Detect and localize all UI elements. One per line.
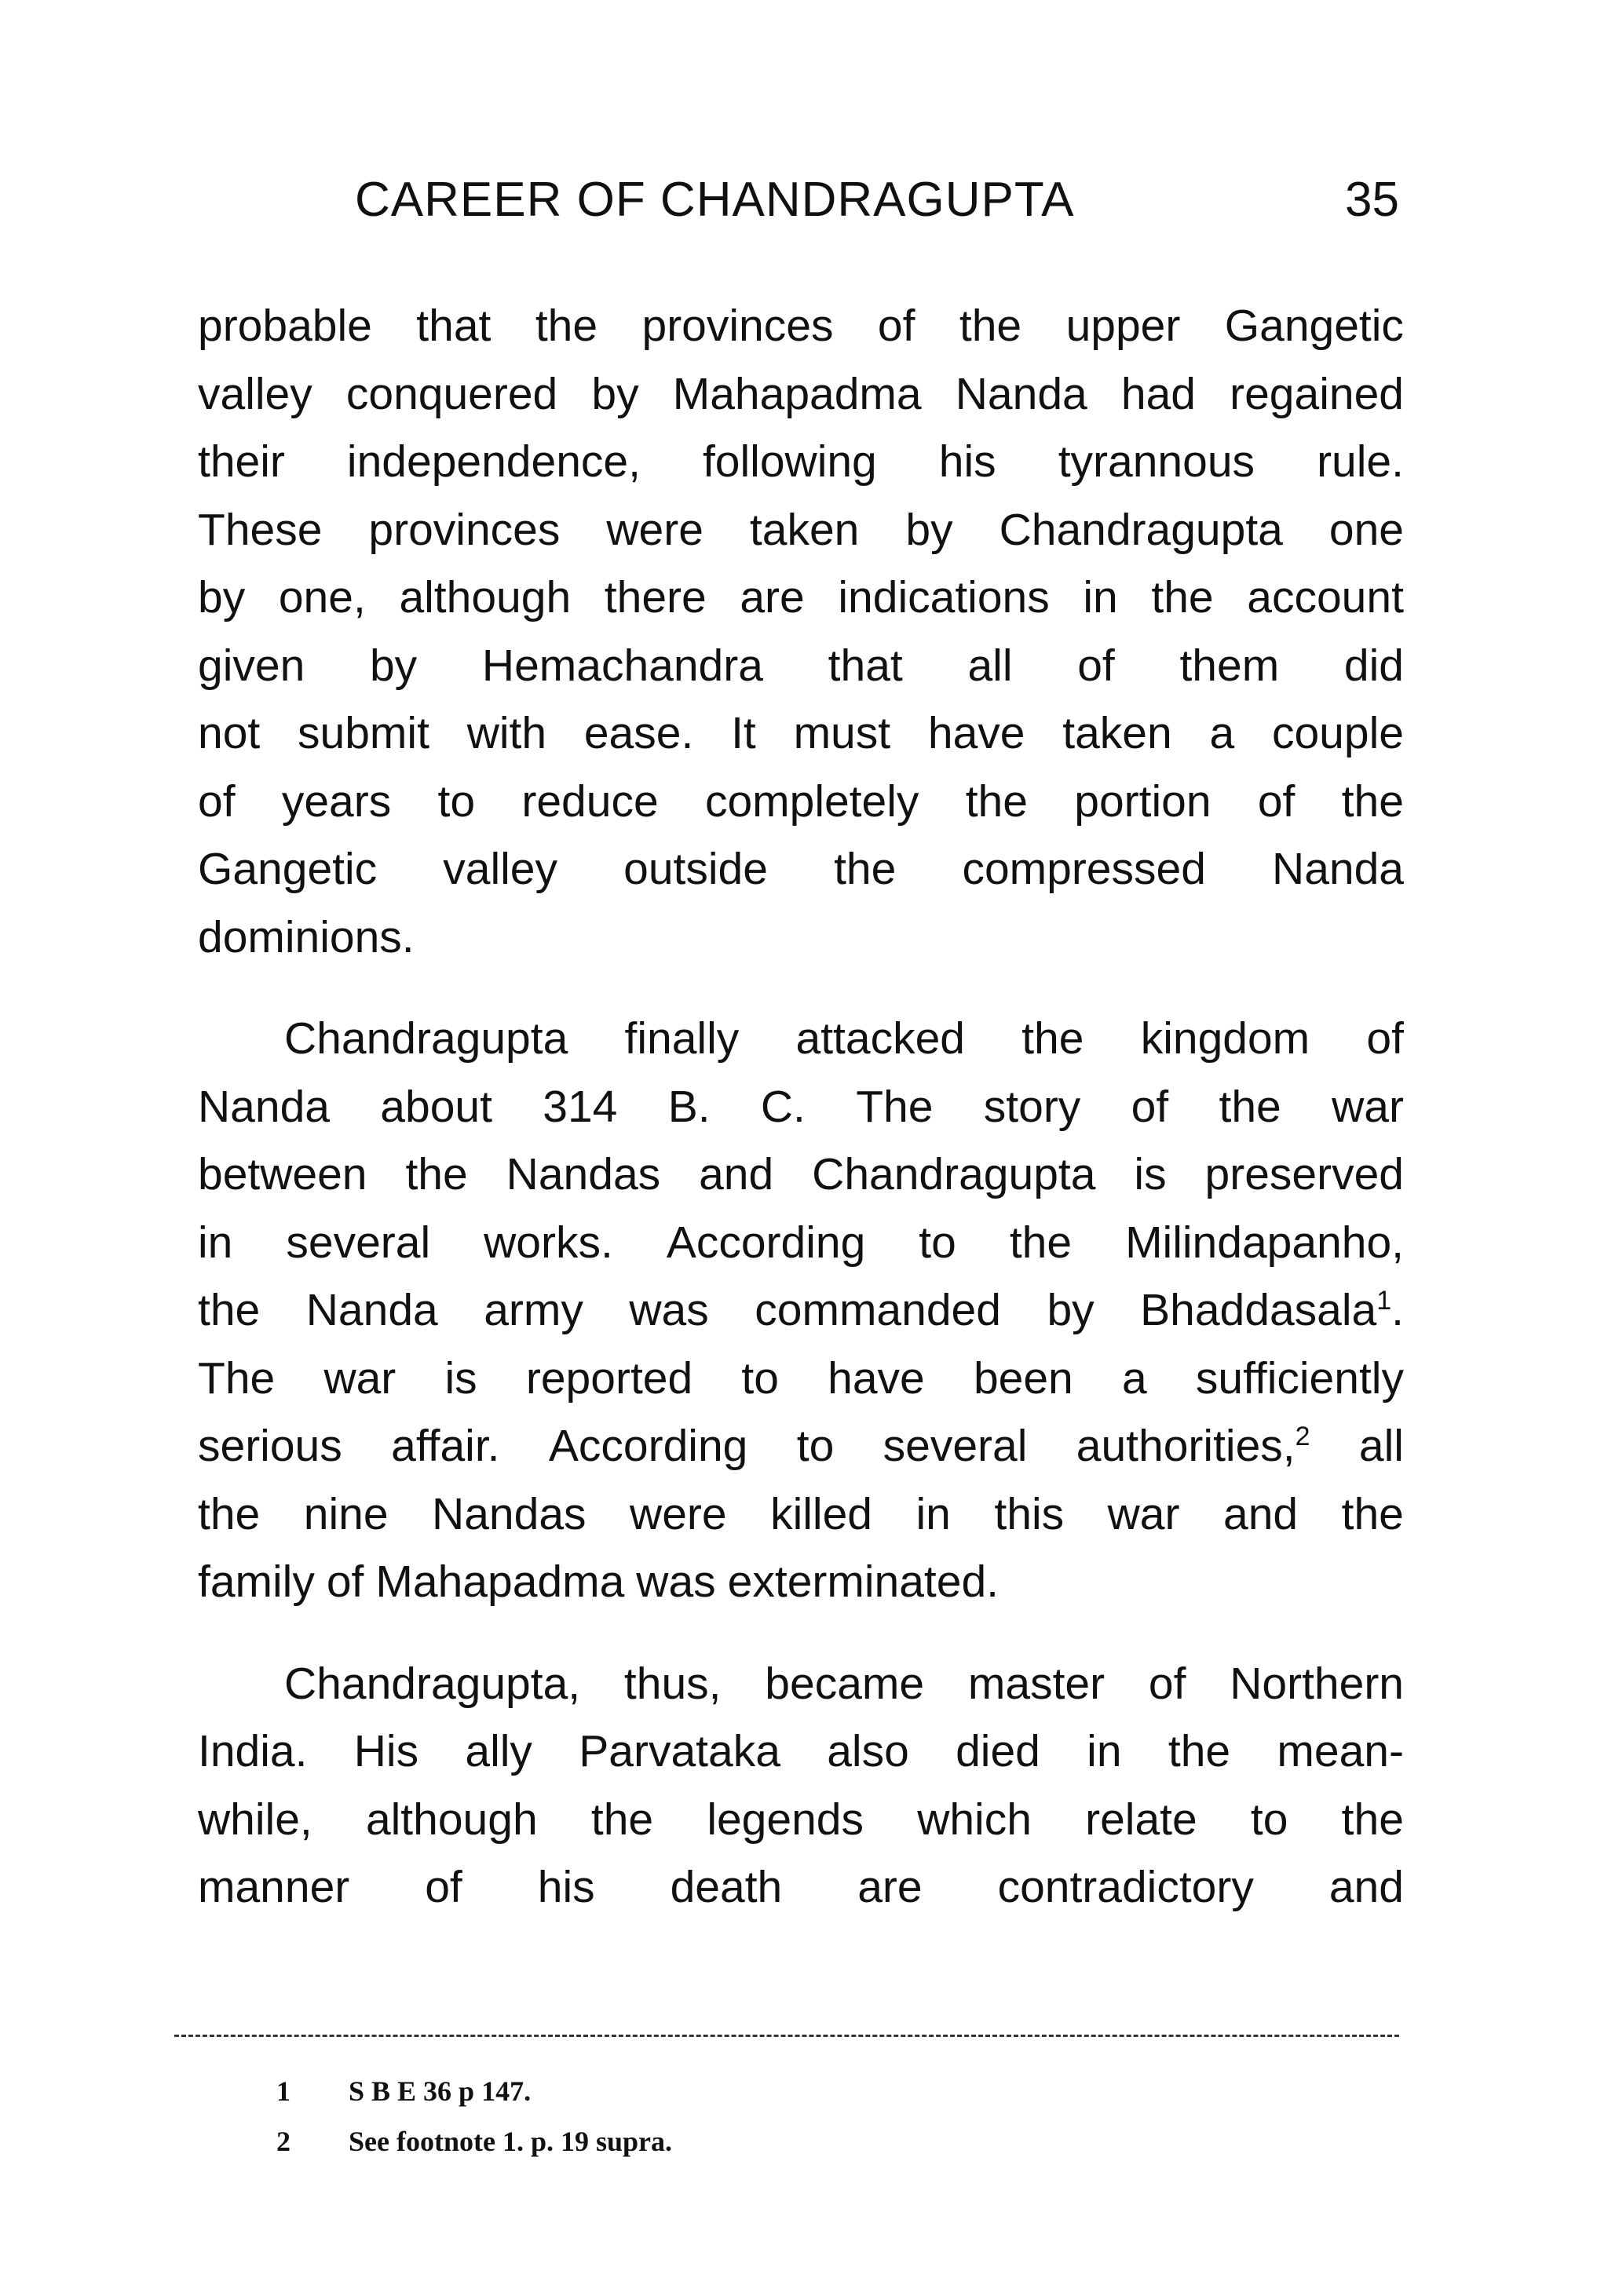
word: are bbox=[740, 572, 805, 622]
footnote-number: 1 bbox=[276, 2075, 291, 2107]
word: death bbox=[670, 1862, 783, 1912]
word: the bbox=[959, 301, 1022, 351]
text-line bbox=[198, 428, 1404, 496]
page-number: 35 bbox=[1345, 173, 1399, 227]
word: reduce bbox=[521, 776, 659, 827]
word: The bbox=[198, 1352, 276, 1404]
word: Nandas bbox=[432, 1488, 587, 1539]
word: between bbox=[198, 1149, 367, 1199]
word: Northern bbox=[1230, 1658, 1404, 1709]
word: and bbox=[699, 1149, 774, 1199]
word: provinces bbox=[641, 301, 834, 351]
word: Milindapanho, bbox=[1125, 1217, 1404, 1268]
word: It bbox=[731, 708, 756, 758]
word: Bhaddasala$^1$. bbox=[1140, 1285, 1404, 1335]
word: ease. bbox=[583, 708, 694, 758]
word: couple bbox=[1271, 708, 1404, 758]
word: of bbox=[326, 1557, 364, 1607]
word: probable bbox=[198, 301, 372, 351]
word: reported bbox=[525, 1352, 693, 1404]
word: mean- bbox=[1277, 1726, 1404, 1776]
word: The bbox=[856, 1081, 934, 1132]
word: attacked bbox=[795, 1013, 965, 1064]
word: in bbox=[1087, 1726, 1122, 1776]
word: their bbox=[198, 436, 285, 487]
word: died bbox=[956, 1726, 1040, 1776]
text-line bbox=[198, 360, 1404, 429]
word: the bbox=[834, 844, 897, 894]
word: valley bbox=[443, 844, 557, 894]
word: the bbox=[1009, 1217, 1073, 1268]
word: Nanda bbox=[198, 1081, 330, 1132]
word: did bbox=[1343, 640, 1404, 691]
word: account bbox=[1247, 572, 1404, 622]
word: all bbox=[967, 640, 1013, 691]
word: and bbox=[1223, 1488, 1299, 1539]
word: to bbox=[1250, 1794, 1288, 1845]
word: by bbox=[905, 504, 953, 555]
word: thus, bbox=[623, 1658, 722, 1709]
word: with bbox=[466, 708, 547, 758]
word: Hemachandra bbox=[481, 640, 763, 691]
word: of bbox=[198, 776, 236, 827]
word: of bbox=[1077, 640, 1115, 691]
word: relate bbox=[1085, 1794, 1197, 1845]
word: Nanda bbox=[955, 368, 1087, 419]
word: of bbox=[1366, 1013, 1404, 1064]
word: finally bbox=[624, 1013, 740, 1064]
text-line bbox=[198, 1786, 1404, 1854]
word: the bbox=[405, 1149, 468, 1199]
text-line bbox=[198, 1073, 1404, 1141]
word: Chandragupta bbox=[284, 1013, 568, 1064]
word: following bbox=[702, 436, 877, 487]
word: to bbox=[741, 1352, 779, 1404]
word: completely bbox=[704, 776, 919, 827]
text-line bbox=[198, 699, 1404, 768]
word: war bbox=[323, 1352, 397, 1404]
word: must bbox=[793, 708, 891, 758]
word: submit bbox=[298, 708, 429, 758]
word: valley bbox=[198, 368, 312, 419]
word: upper bbox=[1065, 301, 1181, 351]
word: to bbox=[796, 1421, 835, 1471]
text-line bbox=[198, 768, 1404, 836]
word: the bbox=[198, 1488, 261, 1539]
text-line bbox=[198, 1717, 1404, 1786]
word: by bbox=[198, 572, 246, 622]
word: works. bbox=[484, 1217, 613, 1268]
word: a bbox=[1121, 1352, 1147, 1404]
word: sufficiently bbox=[1195, 1352, 1404, 1404]
text-line bbox=[198, 1005, 1404, 1073]
running-head bbox=[198, 165, 1399, 235]
paragraph-3 bbox=[198, 1650, 1404, 1922]
word: by bbox=[1047, 1285, 1095, 1335]
word: conquered bbox=[345, 368, 558, 419]
word: one bbox=[1328, 504, 1404, 555]
word: have bbox=[927, 708, 1025, 758]
word: the bbox=[198, 1285, 261, 1335]
word: that bbox=[828, 640, 903, 691]
word: compressed bbox=[962, 844, 1206, 894]
word: the bbox=[590, 1794, 654, 1845]
word: by bbox=[591, 368, 639, 419]
word: in bbox=[1083, 572, 1118, 622]
word: Mahapadma bbox=[672, 368, 922, 419]
word: of bbox=[877, 301, 915, 351]
word: outside bbox=[623, 844, 768, 894]
word: Mahapadma bbox=[375, 1557, 625, 1607]
footnote-number: 2 bbox=[276, 2126, 291, 2157]
word: portion bbox=[1074, 776, 1211, 827]
word: became bbox=[765, 1658, 925, 1709]
word: the bbox=[1219, 1081, 1281, 1132]
text-line bbox=[198, 1480, 1404, 1549]
word: Chandragupta, bbox=[284, 1658, 581, 1709]
word: of bbox=[1131, 1081, 1169, 1132]
word: was bbox=[636, 1557, 716, 1607]
word: of bbox=[1148, 1658, 1186, 1709]
word: According bbox=[548, 1421, 748, 1471]
word: manner bbox=[198, 1862, 350, 1912]
word: war bbox=[1332, 1081, 1404, 1132]
word: provinces bbox=[368, 504, 561, 555]
word: about bbox=[380, 1081, 492, 1132]
word: family bbox=[198, 1557, 315, 1607]
text-line bbox=[198, 1209, 1404, 1277]
text-line bbox=[198, 1345, 1404, 1413]
word: were bbox=[606, 504, 704, 555]
word: not bbox=[198, 708, 261, 758]
word: them bbox=[1179, 640, 1280, 691]
word: are bbox=[857, 1862, 923, 1912]
word: there bbox=[604, 572, 707, 622]
word: years bbox=[281, 776, 392, 827]
word: Nanda bbox=[1272, 844, 1404, 894]
word: Nanda bbox=[305, 1285, 438, 1335]
word: is bbox=[444, 1352, 477, 1404]
word: the bbox=[1341, 776, 1404, 827]
word: rule. bbox=[1317, 436, 1404, 487]
word: regained bbox=[1230, 368, 1404, 419]
word: commanded bbox=[755, 1285, 1001, 1335]
word: been bbox=[973, 1352, 1073, 1404]
word: authorities,$^2$ bbox=[1076, 1421, 1310, 1471]
word: exterminated. bbox=[727, 1557, 999, 1607]
footnote-text: See footnote 1. p. 19 supra. bbox=[349, 2126, 672, 2157]
word: the bbox=[1021, 1013, 1084, 1064]
word: several bbox=[286, 1217, 431, 1268]
word: the bbox=[1341, 1488, 1404, 1539]
footnote-text: S B E 36 p 147. bbox=[349, 2075, 532, 2107]
word: this bbox=[994, 1488, 1065, 1539]
text-line-with-footnote bbox=[198, 1412, 1404, 1480]
word: a bbox=[1209, 708, 1235, 758]
word: were bbox=[630, 1488, 727, 1539]
word: given bbox=[198, 640, 305, 691]
paragraph-1 bbox=[198, 292, 1404, 971]
text-line bbox=[198, 632, 1404, 700]
text-line bbox=[198, 835, 1404, 903]
word: war bbox=[1107, 1488, 1180, 1539]
word: to bbox=[437, 776, 476, 827]
running-title: CAREER OF CHANDRAGUPTA bbox=[355, 173, 1075, 227]
word: nine bbox=[303, 1488, 389, 1539]
word: Parvataka bbox=[579, 1726, 780, 1776]
footnote-rule bbox=[174, 2035, 1399, 2037]
word: although bbox=[365, 1794, 538, 1845]
word: by bbox=[369, 640, 418, 691]
word: in bbox=[198, 1217, 233, 1268]
text-line bbox=[198, 496, 1404, 564]
text-line bbox=[198, 292, 1404, 360]
word: killed bbox=[770, 1488, 872, 1539]
word: kingdom bbox=[1140, 1013, 1310, 1064]
word: contradictory bbox=[997, 1862, 1254, 1912]
word: India. bbox=[198, 1726, 308, 1776]
word: legends bbox=[707, 1794, 864, 1845]
body-text bbox=[198, 292, 1404, 1922]
word: According bbox=[666, 1217, 866, 1268]
text-line bbox=[198, 1141, 1404, 1209]
word: Gangetic bbox=[198, 844, 378, 894]
paragraph-2 bbox=[198, 1005, 1404, 1616]
word: taken bbox=[1062, 708, 1172, 758]
word: C. bbox=[760, 1081, 806, 1132]
word: the bbox=[965, 776, 1028, 827]
word: master bbox=[967, 1658, 1106, 1709]
word: of bbox=[425, 1862, 462, 1912]
word: in bbox=[915, 1488, 951, 1539]
word: preserved bbox=[1204, 1149, 1404, 1199]
word: also bbox=[827, 1726, 909, 1776]
word: Chandragupta bbox=[999, 504, 1283, 555]
word: the bbox=[1151, 572, 1214, 622]
word: several bbox=[883, 1421, 1028, 1471]
word: ally bbox=[465, 1726, 532, 1776]
word: the bbox=[535, 301, 598, 351]
text-line bbox=[198, 903, 1404, 972]
text-line bbox=[198, 1548, 1404, 1616]
text-line bbox=[198, 564, 1404, 632]
word: of bbox=[1257, 776, 1296, 827]
word: have bbox=[828, 1352, 925, 1404]
word: to bbox=[919, 1217, 956, 1268]
word: story bbox=[983, 1081, 1081, 1132]
word: all bbox=[1358, 1421, 1404, 1471]
word: taken bbox=[749, 504, 860, 555]
word: Chandragupta bbox=[812, 1149, 1096, 1199]
word: B. bbox=[667, 1081, 711, 1132]
word: army bbox=[484, 1285, 583, 1335]
footnote-ref[interactable]: 1 bbox=[1376, 1286, 1392, 1316]
word: his bbox=[537, 1862, 595, 1912]
word: affair. bbox=[391, 1421, 500, 1471]
word: serious bbox=[198, 1421, 342, 1471]
word: had bbox=[1120, 368, 1196, 419]
text-line bbox=[198, 1853, 1404, 1922]
footnote-2 bbox=[276, 2116, 1297, 2166]
word: while, bbox=[198, 1794, 312, 1845]
word: His bbox=[353, 1726, 419, 1776]
word: which bbox=[917, 1794, 1032, 1845]
word: Gangetic bbox=[1224, 301, 1404, 351]
word: Nandas bbox=[506, 1149, 661, 1199]
word: his bbox=[938, 436, 996, 487]
text-line-with-footnote bbox=[198, 1276, 1404, 1345]
word: tyrannous bbox=[1058, 436, 1255, 487]
word: was bbox=[629, 1285, 709, 1335]
footnote-ref[interactable]: 2 bbox=[1295, 1422, 1310, 1451]
word: although bbox=[399, 572, 572, 622]
word: one, bbox=[278, 572, 366, 622]
word: that bbox=[416, 301, 492, 351]
footnote-1 bbox=[276, 2066, 1297, 2116]
word: is bbox=[1134, 1149, 1167, 1199]
word: the bbox=[1168, 1726, 1231, 1776]
word: and bbox=[1328, 1862, 1404, 1912]
word: independence, bbox=[346, 436, 641, 487]
footnotes bbox=[276, 2066, 1297, 2166]
word: dominions. bbox=[198, 911, 415, 962]
word: the bbox=[1341, 1794, 1404, 1845]
word: indications bbox=[838, 572, 1050, 622]
text-line bbox=[198, 1650, 1404, 1718]
word: These bbox=[198, 504, 323, 555]
word: 314 bbox=[543, 1081, 618, 1132]
